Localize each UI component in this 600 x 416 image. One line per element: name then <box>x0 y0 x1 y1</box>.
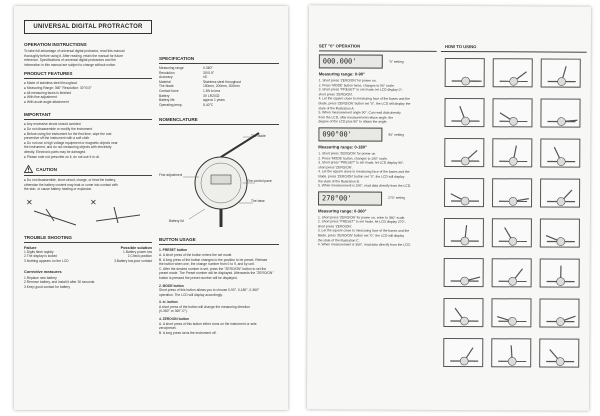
lcd-display <box>319 54 383 68</box>
spec-label: Accuracy <box>159 75 173 80</box>
solution-label: Possible solution <box>120 245 152 250</box>
features-heading: PRODUCT FEATURES <box>24 71 73 77</box>
spec-table <box>159 66 279 107</box>
features-list <box>24 81 152 104</box>
divider <box>24 175 152 176</box>
how-to-column <box>439 40 587 411</box>
corrective-item: 1.Replace new battery <box>24 275 57 280</box>
lcd-illustration <box>319 54 437 69</box>
protractor-sketch-icon <box>492 339 532 368</box>
button-usage-item <box>159 317 279 335</box>
protractor-sketch-icon <box>541 99 581 128</box>
how-to-illustration <box>539 338 579 367</box>
label-battery-lid: Battery lid <box>169 219 184 224</box>
feature-item: ● With fine adjustment <box>24 95 57 100</box>
measuring-step: short press 'ZERO/ON'. <box>317 224 353 229</box>
spec-label: Material <box>159 79 171 84</box>
manual-page-left <box>14 6 288 410</box>
trouble-failure: 2.The display is locked <box>24 254 58 259</box>
button-usage-line: B. A long press turns the instrument off. <box>159 330 217 335</box>
title-box <box>24 20 152 34</box>
feature-item: ● Measuring Range: 360° Resolution: 30°/0.5° <box>24 85 92 90</box>
how-to-illustration <box>540 138 580 167</box>
protractor-sketch-icon <box>541 259 581 288</box>
measuring-step: 3. Short press "PRESET" to set mode, let LCD display 0°, <box>318 87 403 92</box>
protractor-sketch-icon <box>445 99 485 128</box>
spec-label: Battery <box>159 93 170 98</box>
how-to-illustration <box>444 218 484 247</box>
how-to-illustration <box>541 58 581 87</box>
measuring-range-heading: Measuring range: 0-360° <box>317 208 367 214</box>
important-item: ● Do not use a high voltage equipment or magnetic objects near <box>24 140 118 145</box>
battery-illustrations <box>24 197 152 231</box>
protractor-sketch-icon <box>541 179 581 208</box>
how-to-grid <box>443 58 587 368</box>
caution-heading: CAUTION <box>36 166 57 172</box>
how-to-illustration <box>492 98 532 127</box>
measuring-step: 2. Press 'MODE' button, changes to 180° scale. <box>318 155 388 161</box>
how-to-illustration <box>443 338 483 367</box>
button-usage-name: 2. MODE button <box>159 283 184 288</box>
protractor-sketch-icon <box>540 339 580 368</box>
lcd-value: 270°00' <box>322 194 352 203</box>
label-control-panel: The control panel <box>247 179 273 184</box>
button-usage-line: (0-360° or 360°-0°). <box>159 309 188 314</box>
caution-line: ● Do not disassemble, short-circuit, charge, or heat the battery, <box>24 178 116 183</box>
how-to-illustration <box>492 178 532 207</box>
protractor-sketch-icon <box>541 139 581 168</box>
how-to-illustration <box>539 298 579 327</box>
button-usage-line: preset mode. The Preset number will be displayed. Afterwards the "ZERO/ON" <box>159 271 274 276</box>
measuring-step: from the LCD, after measurement refuse angle, the <box>318 115 394 120</box>
svg-text:✕: ✕ <box>26 197 33 207</box>
measuring-range-heading: Measuring range: 0-180° <box>318 144 367 150</box>
intro-line: thoroughly before using it. After reading, retain the manual for future <box>24 53 123 58</box>
spec-label: Contact force <box>159 88 179 93</box>
how-to-illustration <box>540 218 580 247</box>
protractor-sketch-icon <box>492 299 532 328</box>
how-to-illustration <box>443 298 483 327</box>
left-column <box>24 16 152 410</box>
spec-value: 5-40°C <box>203 102 214 107</box>
protractor-sketch-icon <box>493 219 533 248</box>
measuring-step: 2. Press 'MODE' button twice, changes to 90° scale. <box>318 82 395 88</box>
spec-value: Stainless steel throughout <box>203 79 241 84</box>
lcd-caption: "0" setting <box>388 59 404 64</box>
protractor-sketch-icon <box>445 219 485 248</box>
caution-text <box>24 178 152 192</box>
measuring-step: 2. Short press "PRESET" to set mode, let LCD display 270°, <box>317 219 406 225</box>
measuring-step: blade, press 'ZERO/ON' button set "0", the LCD will display <box>317 233 405 238</box>
divider <box>24 242 152 243</box>
lcd-display <box>318 191 382 205</box>
lcd-caption: 90° setting <box>388 132 405 137</box>
how-to-illustration <box>444 98 484 127</box>
button-usage-line: A. A short press of the button enters the set mode. <box>159 252 233 257</box>
how-to-heading: HOW TO USING <box>444 43 477 50</box>
protractor-sketch-icon <box>493 259 533 288</box>
important-heading: IMPORTANT <box>24 112 51 118</box>
button-usage-line: C. After the desired number is set, press the "ZERO/ON" button to set the <box>159 266 267 271</box>
lcd-value: 000.000' <box>322 57 357 66</box>
corrective-item: 2.Remove battery, and install it after 30 seconds. <box>24 280 96 285</box>
important-item: ● Do not disassemble or modify the instrument. <box>24 126 94 131</box>
intro-line: To take full advantage of universal digital protractor, read this manual <box>24 49 125 53</box>
button-usage-line: button is pressed the preset number will be displayed. <box>159 275 238 280</box>
spec-value: approx 1 years <box>203 98 225 103</box>
measuring-step: blade, press 'ZERO/ON' button set "0", the LCD will display <box>318 174 405 179</box>
measuring-step: short press 'ZERO/ON'. <box>318 165 353 170</box>
divider <box>24 78 152 79</box>
lcd-illustration <box>318 191 436 206</box>
operation-heading: OPERATION INSTRUCTIONS <box>24 42 87 47</box>
protractor-sketch-icon <box>493 139 533 168</box>
measuring-step: degree of the LCD plus 90° to obtain the angle. <box>318 119 388 125</box>
corrective-item: 3.Keep good contact for battery <box>24 284 71 289</box>
spec-value: 0-360° <box>203 66 213 70</box>
trouble-solution: 2.Check position <box>127 254 152 259</box>
important-item: ● Any excessive shock should avoided. <box>24 122 82 127</box>
spec-label: Resolution <box>159 70 175 75</box>
divider <box>159 124 279 125</box>
how-to-illustration <box>540 258 580 287</box>
important-item: ● Before using the instrument for the first time, wipe the rust <box>24 131 112 136</box>
protractor-sketch-icon <box>494 59 534 88</box>
how-to-illustration <box>493 58 533 87</box>
button-usage-line: operation. The LCD will display accordingly. <box>159 292 223 297</box>
protractor-sketch-icon <box>444 299 484 328</box>
intro-line: information in this manual are subject to change without notice. <box>24 62 116 67</box>
right-column <box>159 18 279 410</box>
how-to-illustration <box>492 218 532 247</box>
spec-label: The blade <box>159 84 174 89</box>
divider <box>24 119 152 120</box>
important-item: ● Please note not prescribe on it, do not use it in oil. <box>24 154 100 159</box>
how-to-illustration <box>444 258 484 287</box>
how-to-illustration <box>445 58 485 87</box>
protractor-sketch-icon <box>542 59 582 88</box>
how-to-illustration <box>444 178 484 207</box>
corrective-heading: Corrective measures <box>24 269 62 274</box>
measuring-step: 4. Let the square close to measuring face of the bases and the <box>318 96 410 102</box>
nomenclature-heading: NOMENCLATURE <box>159 117 198 123</box>
measuring-step: 3. Short press "PRESET" to set mode, let LCD display 90°, <box>318 160 405 165</box>
feature-item: ● With acute angle attachment <box>24 99 69 104</box>
spec-label: Measuring range <box>159 66 184 70</box>
battery-right-illustration <box>88 197 144 229</box>
measuring-step: 4. Let the square close to measuring face of the bases and the <box>318 169 410 175</box>
measuring-step: 5. When measurement angle 90°, Can read data directly <box>318 110 401 115</box>
divider <box>319 50 437 52</box>
protractor-sketch-icon <box>540 299 580 328</box>
how-to-illustration <box>491 338 531 367</box>
button-usage-line: the button when one, the change number from 0 to 9, and by unit. <box>159 262 255 267</box>
button-usage-name: 1. PRESET button <box>159 248 188 253</box>
how-to-illustration <box>540 98 580 127</box>
button-usage-item <box>159 248 279 280</box>
feature-item: ● Made of stainless steel throughout <box>24 81 78 86</box>
trouble-failure: 3.Nothing appears on the LCD <box>24 259 69 264</box>
manual-title: UNIVERSAL DIGITAL PROTRACTOR <box>33 24 143 30</box>
spec-heading: SPECIFICATION <box>159 56 195 61</box>
trouble-table <box>24 250 152 264</box>
failure-label: Failure <box>24 245 37 250</box>
set-zero-heading: SET "0" OPERATION <box>318 43 361 49</box>
spec-value: 30'/0.5° <box>203 70 215 75</box>
important-item: directly. Electronic parts may be damaged. <box>24 149 87 154</box>
button-usage-line: A. A short press of this button either turns on the instrument or sets <box>159 321 257 326</box>
how-to-illustration <box>492 258 532 287</box>
spec-label: Battery life <box>159 98 175 103</box>
how-to-illustration <box>492 138 532 167</box>
measuring-step: 1. Short press 'ZERO/ON' for power on, enter to 360° scale. <box>317 215 406 220</box>
lcd-display <box>318 127 382 141</box>
divider <box>159 63 279 64</box>
button-usage-line: Short press of this button allows you to choose 0-90°, 0-180°, 0-360° <box>159 288 260 293</box>
feature-item: ● All measuring faces is finished <box>24 90 72 95</box>
protractor-sketch-icon <box>445 259 485 288</box>
button-usage-line: A short press of the button will change the measuring direction <box>159 304 250 309</box>
caution-line: otherwise the battery content may leak or come into contact with <box>24 182 118 187</box>
spec-value: 3V LR2032 <box>203 93 220 98</box>
measuring-step: short press 'ZERO/ON'. <box>318 92 354 97</box>
important-list <box>24 122 152 159</box>
lcd-value: 090°00' <box>322 130 352 139</box>
manual-page-right <box>307 5 591 410</box>
measuring-step: 5. When measurement is 180°, read data directly from the LCD. <box>318 183 412 188</box>
set-zero-column <box>317 39 437 410</box>
measuring-step: the state of the illustration B. <box>318 178 360 184</box>
intro-line: reference. Specifications of universal digital protractors and the <box>24 58 116 63</box>
protractor-sketch-icon <box>541 219 581 248</box>
trouble-solution: 1.Battery power low <box>123 249 152 254</box>
button-usage-list <box>159 248 279 335</box>
trouble-failure: 1.Digits flash rapidly <box>24 249 54 254</box>
measuring-step: state of the illustration A. <box>318 105 355 111</box>
divider <box>159 244 279 245</box>
caution-header <box>24 165 152 173</box>
button-heading: BUTTON USAGE <box>159 237 196 243</box>
measuring-step: 1. Short press 'ZERO/ON' for power on. <box>318 78 377 83</box>
button-usage-item <box>159 300 279 314</box>
how-to-illustration <box>491 298 531 327</box>
lcd-caption: 270° setting <box>388 196 406 201</box>
intro-text <box>24 49 152 67</box>
label-fine-adjustment: Fine adjustment <box>159 173 183 178</box>
corrective-list <box>24 276 152 290</box>
spec-value: 1.5N to less <box>203 88 221 93</box>
measuring-step: 1. Short press 'ZERO/ON' for power on. <box>318 151 377 156</box>
spec-label: Operating temp. <box>159 102 183 107</box>
measuring-range-heading: Measuring range: 0-90° <box>318 71 365 77</box>
caution-line: the skin, or cause battery heating or explosion. <box>24 187 93 192</box>
protractor-sketch-icon <box>445 139 485 168</box>
measuring-step: 3. Let the square close to measuring face of the bases and the <box>317 228 410 234</box>
nomenclature-diagram <box>159 127 279 231</box>
how-to-illustration <box>444 138 484 167</box>
measuring-step: the state of the illustration C. <box>317 237 360 243</box>
button-usage-name: 4. ZERO/ON button <box>159 317 189 322</box>
protractor-sketch-icon <box>445 179 485 208</box>
trouble-row <box>24 259 152 264</box>
trouble-solution: 3.Battery low,poor contact <box>114 259 152 264</box>
how-to-illustration <box>540 178 580 207</box>
measuring-step: 4. When measurement is 360°, read data directly from the LCD. <box>317 242 411 248</box>
measuring-step: blade, press 'ZERO/ON' button set "0", the LCD will display the <box>318 101 411 106</box>
svg-text:✕: ✕ <box>90 197 97 207</box>
label-base: The base <box>251 199 265 204</box>
measuring-sections <box>318 54 437 247</box>
trouble-heading: TROUBLE SHOOTING <box>24 234 72 240</box>
divider <box>441 51 587 53</box>
button-usage-line: B. A long press of the button changes to the position to be preset. Release <box>159 257 268 262</box>
spec-row <box>159 103 279 108</box>
protractor-sketch-icon <box>493 99 533 128</box>
spec-value: 150mm, 200mm, 300mm <box>203 84 240 89</box>
protractor-sketch-icon <box>446 59 486 88</box>
lcd-illustration <box>318 127 436 142</box>
button-usage-line: zero/preset. <box>159 326 177 331</box>
warning-icon <box>24 165 33 173</box>
important-item: the instrument, and do not measuring objects with electricity <box>24 145 112 150</box>
button-usage-item <box>159 284 279 298</box>
battery-wrong-illustration <box>24 197 80 229</box>
protractor-sketch-icon <box>493 179 533 208</box>
label-blade: The blade <box>251 134 266 139</box>
important-item: preventive off the instrument with a soft cloth. <box>24 136 91 141</box>
protractor-sketch-icon <box>444 339 484 368</box>
button-usage-name: 3. ±/- button <box>159 300 178 305</box>
spec-value: ±5' <box>203 75 208 80</box>
